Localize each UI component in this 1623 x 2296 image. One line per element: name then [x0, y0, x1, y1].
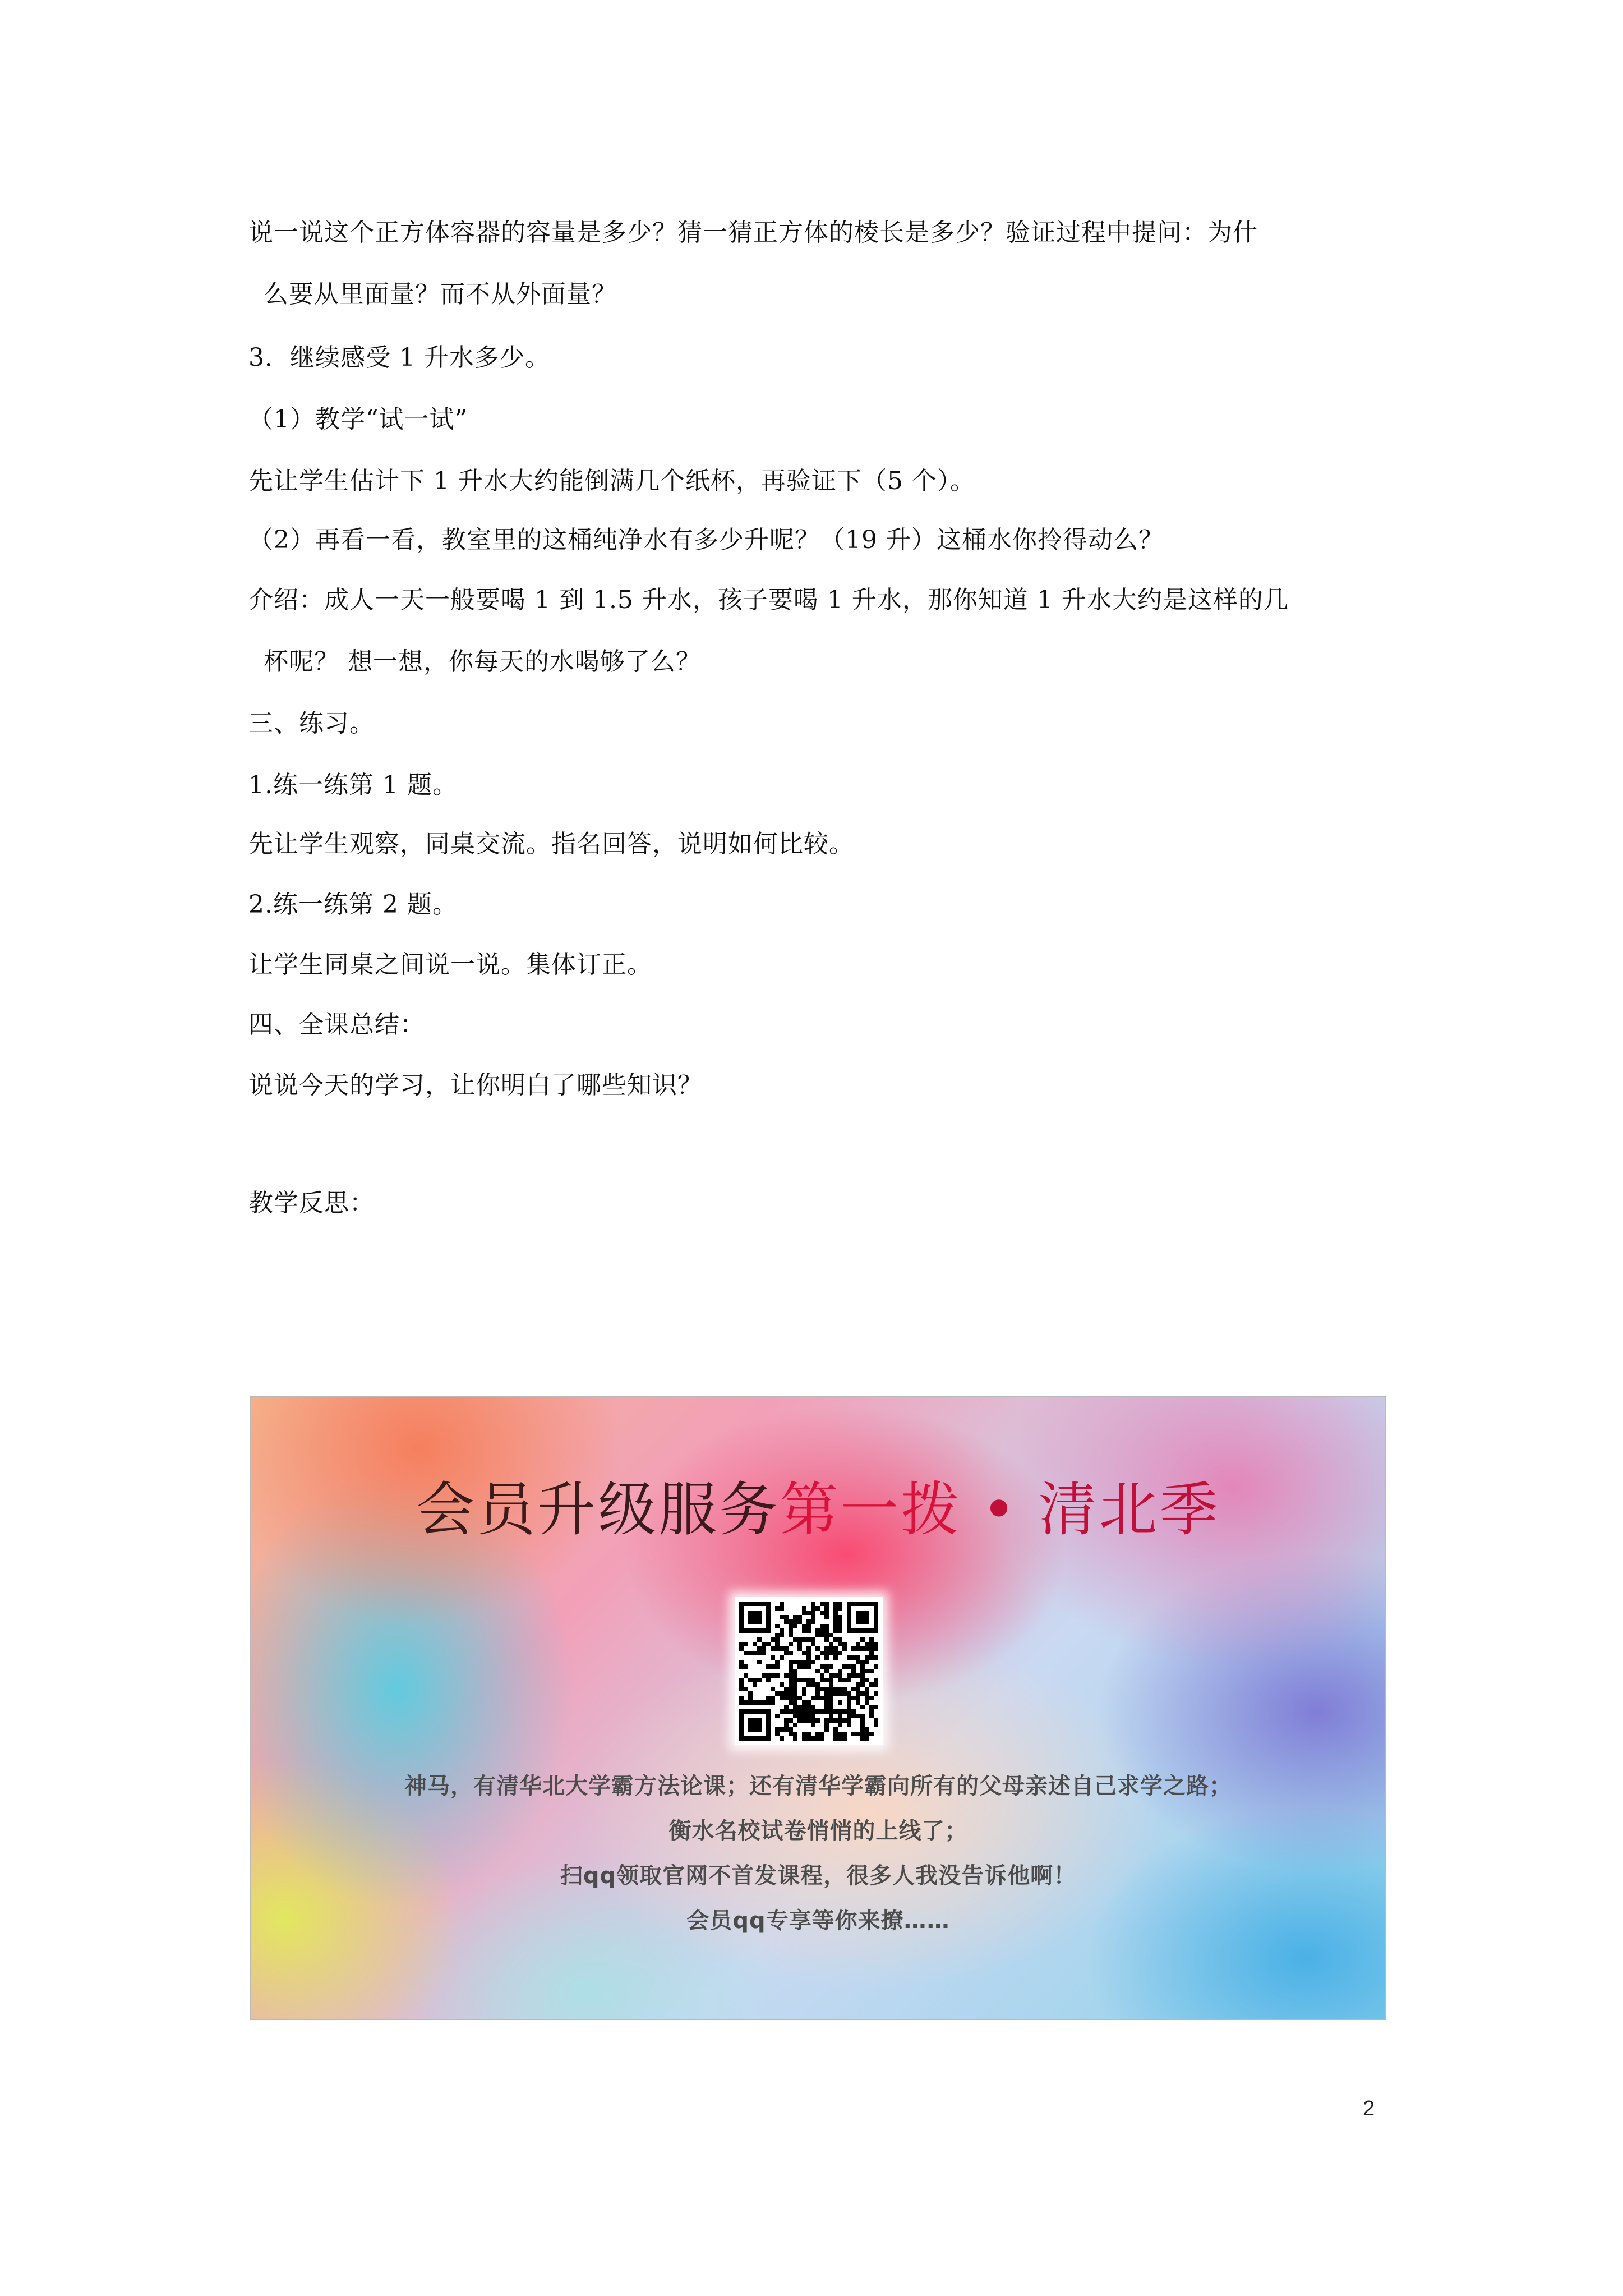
- banner-title-dot: •: [981, 1475, 1018, 1544]
- text-line-6: （2）再看一看，教室里的这桶纯净水有多少升呢？（19 升）这桶水你拎得动么？: [248, 526, 1164, 554]
- banner-line-4: 会员qq专享等你来撩……: [686, 1908, 950, 1934]
- banner-line-3: 扫qq领取官网不首发课程，很多人我没告诉他啊！: [560, 1863, 1077, 1889]
- banner-line-1: 神马，有清华北大学霸方法论课；还有清华学霸向所有的父母亲述自己求学之路；: [404, 1773, 1232, 1799]
- text-line-7: 介绍：成人一天一般要喝 1 到 1.5 升水，孩子要喝 1 升水，那你知道 1 升水大约是这样的几: [248, 586, 1289, 614]
- text-line-5: 先让学生估计下 1 升水大约能倒满几个纸杯，再验证下（5 个）。: [248, 467, 975, 495]
- teaching-reflection-label: 教学反思：: [248, 1189, 375, 1217]
- text-line-1: 说一说这个正方体容器的容量是多少？猜一猜正方体的棱长是多少？验证过程中提问：为什: [248, 218, 1258, 247]
- text-line-10: 1.练一练第 1 题。: [248, 771, 458, 799]
- text-line-3: 3．继续感受 1 升水多少。: [248, 343, 550, 372]
- text-line-13: 让学生同桌之间说一说。集体订正。: [248, 950, 652, 979]
- membership-banner[interactable]: [250, 1396, 1386, 2020]
- banner-line-2: 衡水名校试卷悄悄的上线了；: [668, 1818, 968, 1844]
- section-heading-summary: 四、全课总结：: [248, 1010, 425, 1039]
- section-heading-practice: 三、练习。: [248, 709, 375, 738]
- text-line-11: 先让学生观察，同桌交流。指名回答，说明如何比较。: [248, 830, 854, 858]
- text-line-12: 2.练一练第 2 题。: [248, 890, 458, 919]
- banner-title-part1: 会员升级服务: [416, 1475, 780, 1544]
- text-line-15: 说说今天的学习，让你明白了哪些知识？: [248, 1071, 703, 1099]
- page-number: 2: [1363, 2097, 1375, 2120]
- text-line-4: （1）教学“试一试”: [248, 405, 468, 434]
- banner-title-part3: 清北季: [1038, 1475, 1220, 1544]
- text-line-8: 杯呢？ 想一想，你每天的水喝够了么？: [264, 647, 701, 676]
- banner-title: [251, 1473, 1385, 1546]
- qr-code-icon[interactable]: [735, 1597, 883, 1745]
- banner-title-part2: 第一拨: [780, 1475, 962, 1544]
- text-line-2: 么要从里面量？而不从外面量？: [264, 280, 617, 309]
